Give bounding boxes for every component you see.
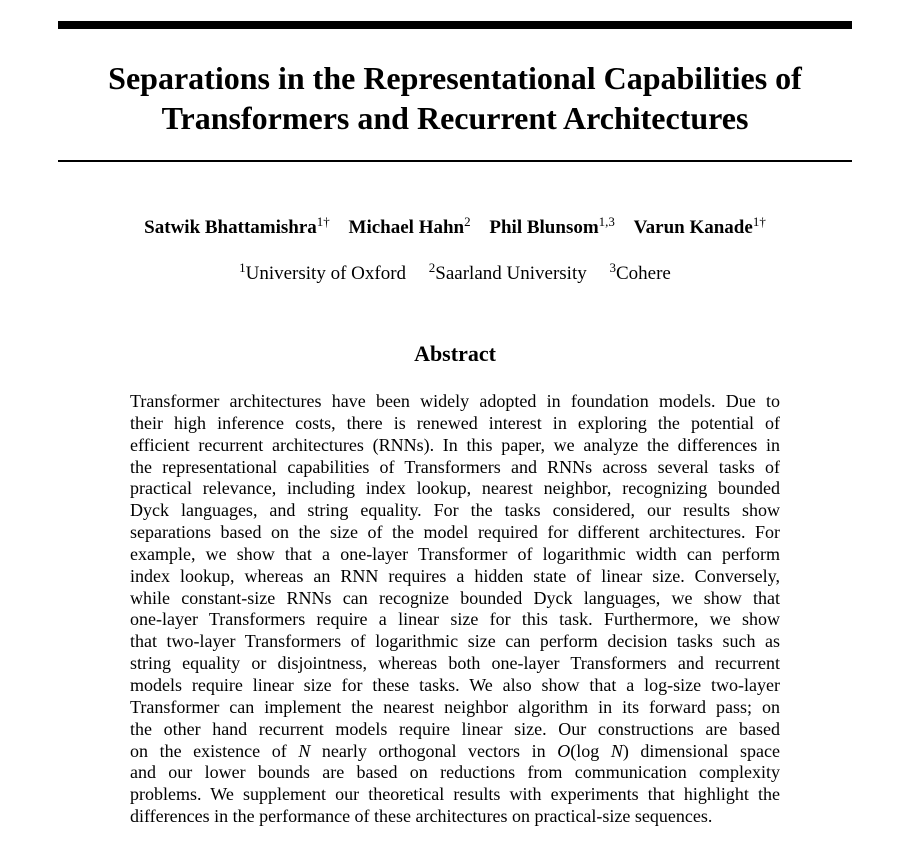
abstract-line-5: practical relevance, including index lookup, nearest neighbor, recognizing bounded — [130, 478, 780, 499]
abstract-line-12: that two-layer Transformers of logarithmic size can perform decision tasks such as — [130, 631, 780, 652]
affiliation-2-mark: 2 — [428, 260, 436, 275]
math-line-pre: on the existence of — [130, 740, 299, 761]
author-4-marks: 1† — [752, 214, 766, 229]
author-3-marks: 1,3 — [598, 214, 615, 229]
author-3-name: Phil Blunsom — [489, 217, 599, 238]
abstract-line-16: the other hand recurrent models require linear size. Our constructions are based — [130, 718, 780, 739]
abstract-body — [130, 391, 780, 828]
abstract-line-4: the representational capabilities of Transformers and RNNs across several tasks of — [130, 456, 780, 477]
affiliation-3-mark: 3 — [609, 260, 616, 275]
math-var-n: N — [298, 740, 311, 761]
abstract-heading: Abstract — [414, 341, 496, 366]
affiliation-1 — [239, 261, 406, 287]
abstract-line-3: efficient recurrent architectures (RNNs). In this paper, we analyze the differences in — [130, 434, 780, 455]
math-big-o: O — [557, 740, 571, 761]
abstract-line-2: their high inference costs, there is renewed interest in exploring the potential of — [130, 412, 780, 433]
abstract-line-11: one-layer Transformers require a linear size for this task. Furthermore, we show — [130, 609, 780, 630]
affiliation-list — [58, 261, 852, 287]
paper-title — [58, 58, 852, 138]
title-bottom-rule — [58, 160, 852, 162]
abstract-line-19: problems. We supplement our theoretical results with experiments that highlight the — [130, 784, 780, 805]
title-line-1: Separations in the Representational Capabilities of — [108, 60, 802, 96]
abstract-line-9: index lookup, whereas an RNN requires a hidden state of linear size. Conversely, — [130, 565, 780, 586]
affiliation-3-name: Cohere — [615, 263, 671, 284]
math-close-paren: ) — [622, 740, 629, 761]
abstract-line-1: Transformer architectures have been widely adopted in foundation models. Due to — [130, 391, 780, 411]
author-3 — [489, 215, 615, 241]
math-var-n-2: N — [610, 740, 623, 761]
affiliation-2-name: Saarland University — [435, 263, 587, 284]
abstract-line-8: example, we show that a one-layer Transformer of logarithmic width can perform — [130, 543, 780, 564]
abstract-line-18: and our lower bounds are based on reductions from communication complexity — [130, 762, 780, 783]
abstract-line-13: string equality or disjointness, whereas both one-layer Transformers and recurrent — [130, 653, 780, 674]
abstract-line-20: differences in the performance of these architectures on practical-size sequences. — [130, 806, 713, 827]
author-2-marks: 2 — [464, 214, 471, 229]
affiliation-2 — [429, 261, 587, 287]
author-2-name: Michael Hahn — [348, 217, 465, 238]
math-line-mid: nearly orthogonal vectors in — [310, 740, 558, 761]
math-open-paren: ( — [570, 740, 577, 761]
author-2 — [349, 215, 471, 241]
abstract-line-15: Transformer can implement the nearest neighbor algorithm in its forward pass; on — [130, 696, 780, 717]
author-1-marks: 1† — [316, 214, 330, 229]
affiliation-3 — [609, 261, 670, 287]
abstract-line-6: Dyck languages, and string equality. For the tasks considered, our results show — [130, 500, 780, 521]
author-1 — [144, 215, 330, 241]
author-list — [58, 215, 852, 241]
affiliation-1-mark: 1 — [239, 260, 246, 275]
author-4 — [634, 215, 766, 241]
math-log: log — [576, 740, 600, 761]
title-line-2: Transformers and Recurrent Architectures — [161, 100, 749, 136]
abstract-line-10: while constant-size RNNs can recognize bounded Dyck languages, we show that — [130, 587, 780, 608]
title-top-rule — [58, 21, 852, 29]
author-1-name: Satwik Bhattamishra — [144, 217, 317, 238]
math-line-post: dimensional space — [628, 740, 780, 761]
abstract-line-7: separations based on the size of the model required for different architectures. For — [130, 522, 780, 543]
abstract-line-17-math — [130, 741, 780, 763]
author-4-name: Varun Kanade — [633, 217, 753, 238]
abstract-line-14: models require linear size for these tasks. We also show that a log-size two-layer — [130, 674, 780, 695]
affiliation-1-name: University of Oxford — [245, 263, 407, 284]
